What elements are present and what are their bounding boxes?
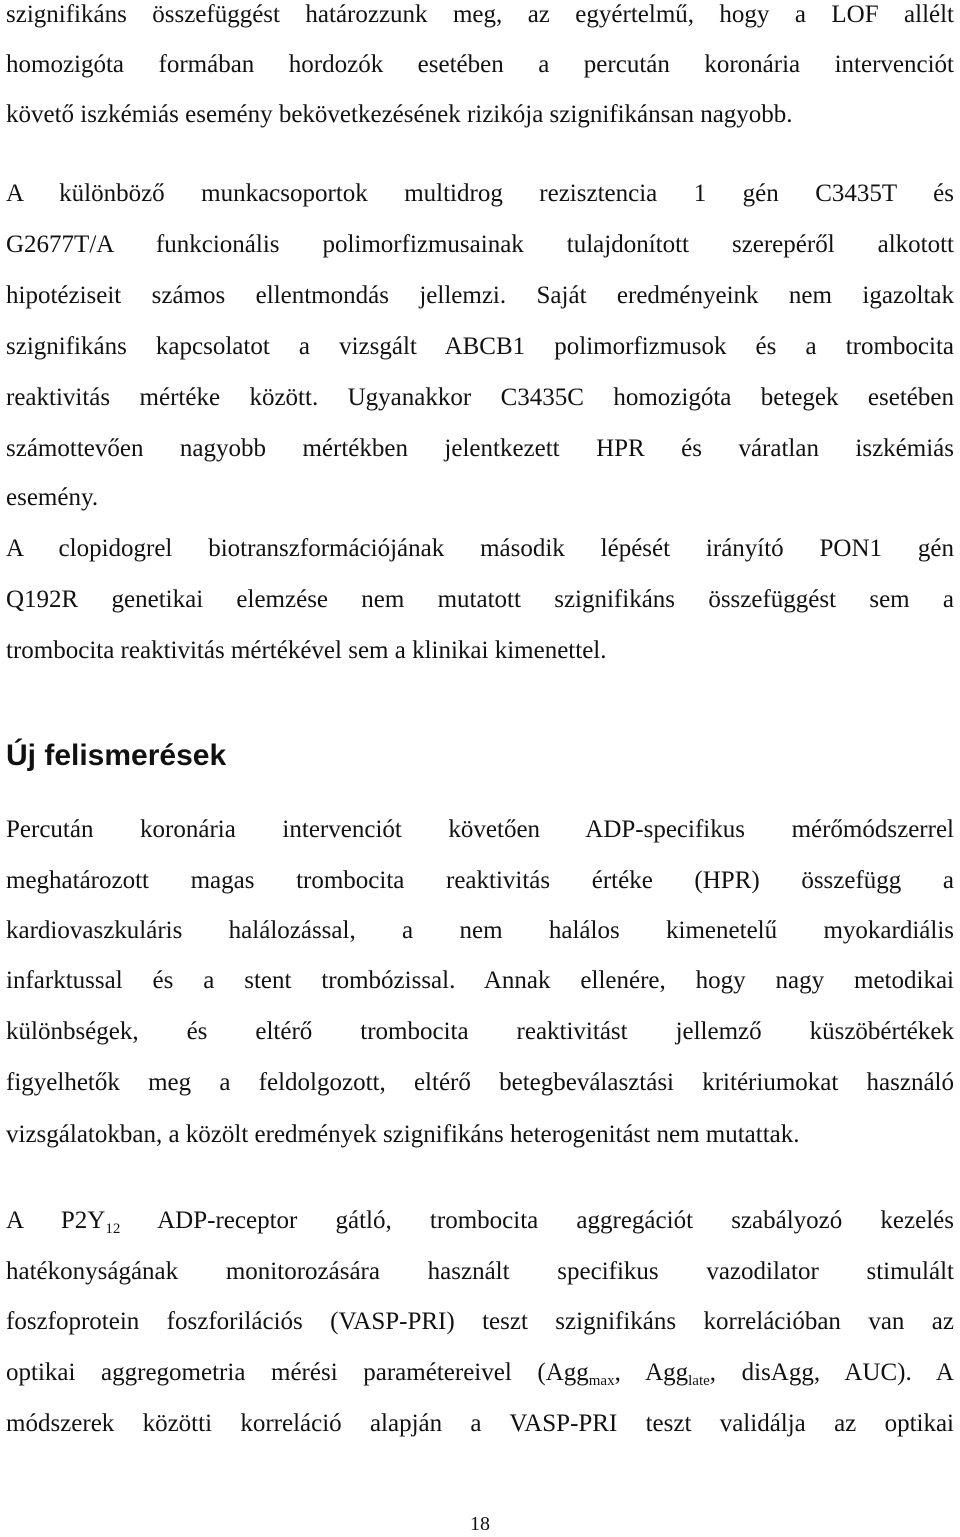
text-line: hipotéziseit számos ellentmondás jellemzi. Saját eredményeink nem igazoltak	[6, 282, 954, 309]
text-line: homozigóta formában hordozók esetében a percután koronária intervenciót	[6, 51, 954, 78]
subscript: max	[588, 1373, 615, 1389]
text-line: követő iszkémiás esemény bekövetkezésének rizikója szignifikánsan nagyobb.	[6, 101, 793, 128]
text-line: Q192R genetikai elemzése nem mutatott szignifikáns összefüggést sem a	[6, 586, 954, 613]
subscript: 12	[105, 1221, 121, 1237]
text-line: infarktussal és a stent trombózissal. Annak ellenére, hogy nagy metodikai	[6, 967, 954, 994]
page-number: 18	[470, 1513, 490, 1535]
text-line: trombocita reaktivitás mértékével sem a klinikai kimenettel.	[6, 637, 607, 664]
text-line: Percután koronária intervenciót követően ADP-specifikus mérőmódszerrel	[6, 816, 954, 843]
text-line	[6, 1206, 954, 1244]
text-line: hatékonyságának monitorozására használt specifikus vazodilator stimulált	[6, 1258, 954, 1285]
text-run: ADP-receptor gátló, trombocita aggregációt szabályozó kezelés	[120, 1207, 954, 1234]
text-line: figyelhetők meg a feldolgozott, eltérő betegbeválasztási kritériumokat használó	[6, 1069, 954, 1096]
text-line: reaktivitás mértéke között. Ugyanakkor C3435C homozigóta betegek esetében	[6, 384, 954, 411]
text-line	[6, 1358, 954, 1396]
text-run: , Agg	[614, 1359, 689, 1386]
subscript: late	[688, 1373, 710, 1389]
text-line: szignifikáns kapcsolatot a vizsgált ABCB1 polimorfizmusok és a trombocita	[6, 333, 954, 360]
text-line: foszfoprotein foszforilációs (VASP-PRI) teszt szignifikáns korrelációban van az	[6, 1308, 954, 1335]
text-line: kardiovaszkuláris halálozással, a nem halálos kimenetelű myokardiális	[6, 917, 954, 944]
section-heading: Új felismerések	[6, 739, 227, 772]
text-line: A különböző munkacsoportok multidrog rezisztencia 1 gén C3435T és	[6, 180, 954, 207]
text-run: optikai aggregometria mérési paramétereivel (Agg	[6, 1359, 589, 1386]
text-line: meghatározott magas trombocita reaktivitás értéke (HPR) összefügg a	[6, 867, 954, 894]
text-line: számottevően nagyobb mértékben jelentkezett HPR és váratlan iszkémiás	[6, 435, 954, 462]
text-run: A P2Y	[6, 1207, 106, 1234]
text-line: vizsgálatokban, a közölt eredmények szignifikáns heterogenitást nem mutattak.	[6, 1121, 800, 1148]
text-run: , disAgg, AUC). A	[709, 1359, 954, 1386]
text-line: esemény.	[6, 484, 99, 511]
text-line: módszerek közötti korreláció alapján a VASP-PRI teszt validálja az optikai	[6, 1410, 954, 1437]
text-line: különbségek, és eltérő trombocita reaktivitást jellemző küszöbértékek	[6, 1018, 954, 1045]
text-line: szignifikáns összefüggést határozzunk meg, az egyértelmű, hogy a LOF allélt	[6, 1, 954, 28]
text-line: G2677T/A funkcionális polimorfizmusainak tulajdonított szerepéről alkotott	[6, 231, 954, 258]
text-line: A clopidogrel biotranszformációjának második lépését irányító PON1 gén	[6, 535, 954, 562]
